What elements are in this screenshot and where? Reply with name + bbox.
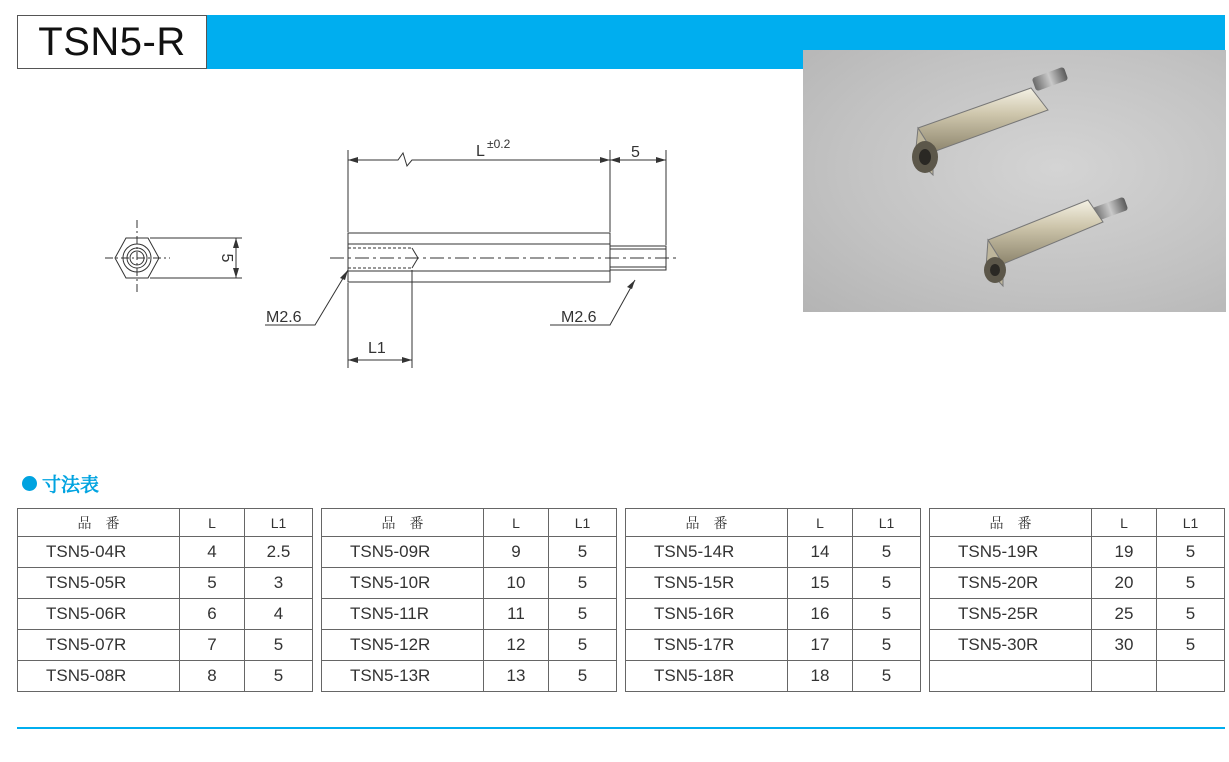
table-row: TSN5-18R 18 5 (626, 661, 921, 692)
spec-table-1 (17, 508, 313, 692)
table-row: TSN5-19R 19 5 (930, 537, 1225, 568)
table-row: TSN5-15R 15 5 (626, 568, 921, 599)
section-header (22, 470, 99, 497)
thread-right-label: M2.6 (561, 309, 597, 326)
table-row: TSN5-20R 20 5 (930, 568, 1225, 599)
standoff-upper (912, 67, 1068, 175)
table-row: TSN5-16R 16 5 (626, 599, 921, 630)
header-part: 品 番 (626, 509, 788, 537)
header-part: 品 番 (322, 509, 484, 537)
bullet-icon (22, 476, 37, 491)
section-title: 寸法表 (42, 475, 100, 496)
header-l: L (484, 509, 549, 537)
header-l1: L1 (853, 509, 921, 537)
header-l: L (788, 509, 853, 537)
table-row: TSN5-12R 12 5 (322, 630, 617, 661)
bottom-divider (17, 727, 1225, 729)
table-row: TSN5-11R 11 5 (322, 599, 617, 630)
depth-label: L1 (368, 340, 386, 357)
spec-table-3 (625, 508, 921, 692)
table-row: TSN5-04R 4 2.5 (18, 537, 313, 568)
hex-size-label: 5 (218, 253, 235, 263)
thread-length-label: 5 (631, 144, 640, 161)
tolerance-label: ±0.2 (487, 137, 511, 151)
table-row: TSN5-13R 13 5 (322, 661, 617, 692)
header-l: L (1092, 509, 1157, 537)
header-l1: L1 (245, 509, 313, 537)
dimension-drawing (90, 120, 690, 380)
table-row: TSN5-05R 5 3 (18, 568, 313, 599)
spec-table-2 (321, 508, 617, 692)
page-title: TSN5-R (17, 15, 207, 69)
table-row: TSN5-06R 6 4 (18, 599, 313, 630)
table-row: TSN5-14R 14 5 (626, 537, 921, 568)
table-row: TSN5-17R 17 5 (626, 630, 921, 661)
spec-table-4 (929, 508, 1225, 692)
thread-left-label: M2.6 (266, 309, 302, 326)
table-row: TSN5-30R 30 5 (930, 630, 1225, 661)
length-label: L (476, 143, 485, 160)
header-l1: L1 (549, 509, 617, 537)
table-row (930, 661, 1225, 692)
header-l: L (180, 509, 245, 537)
standoff-lower (984, 197, 1128, 286)
header-part: 品 番 (930, 509, 1092, 537)
table-row: TSN5-09R 9 5 (322, 537, 617, 568)
table-row: TSN5-07R 7 5 (18, 630, 313, 661)
header-l1: L1 (1157, 509, 1225, 537)
header-part: 品 番 (18, 509, 180, 537)
product-photo (803, 50, 1226, 312)
table-row: TSN5-10R 10 5 (322, 568, 617, 599)
table-row: TSN5-25R 25 5 (930, 599, 1225, 630)
table-row: TSN5-08R 8 5 (18, 661, 313, 692)
